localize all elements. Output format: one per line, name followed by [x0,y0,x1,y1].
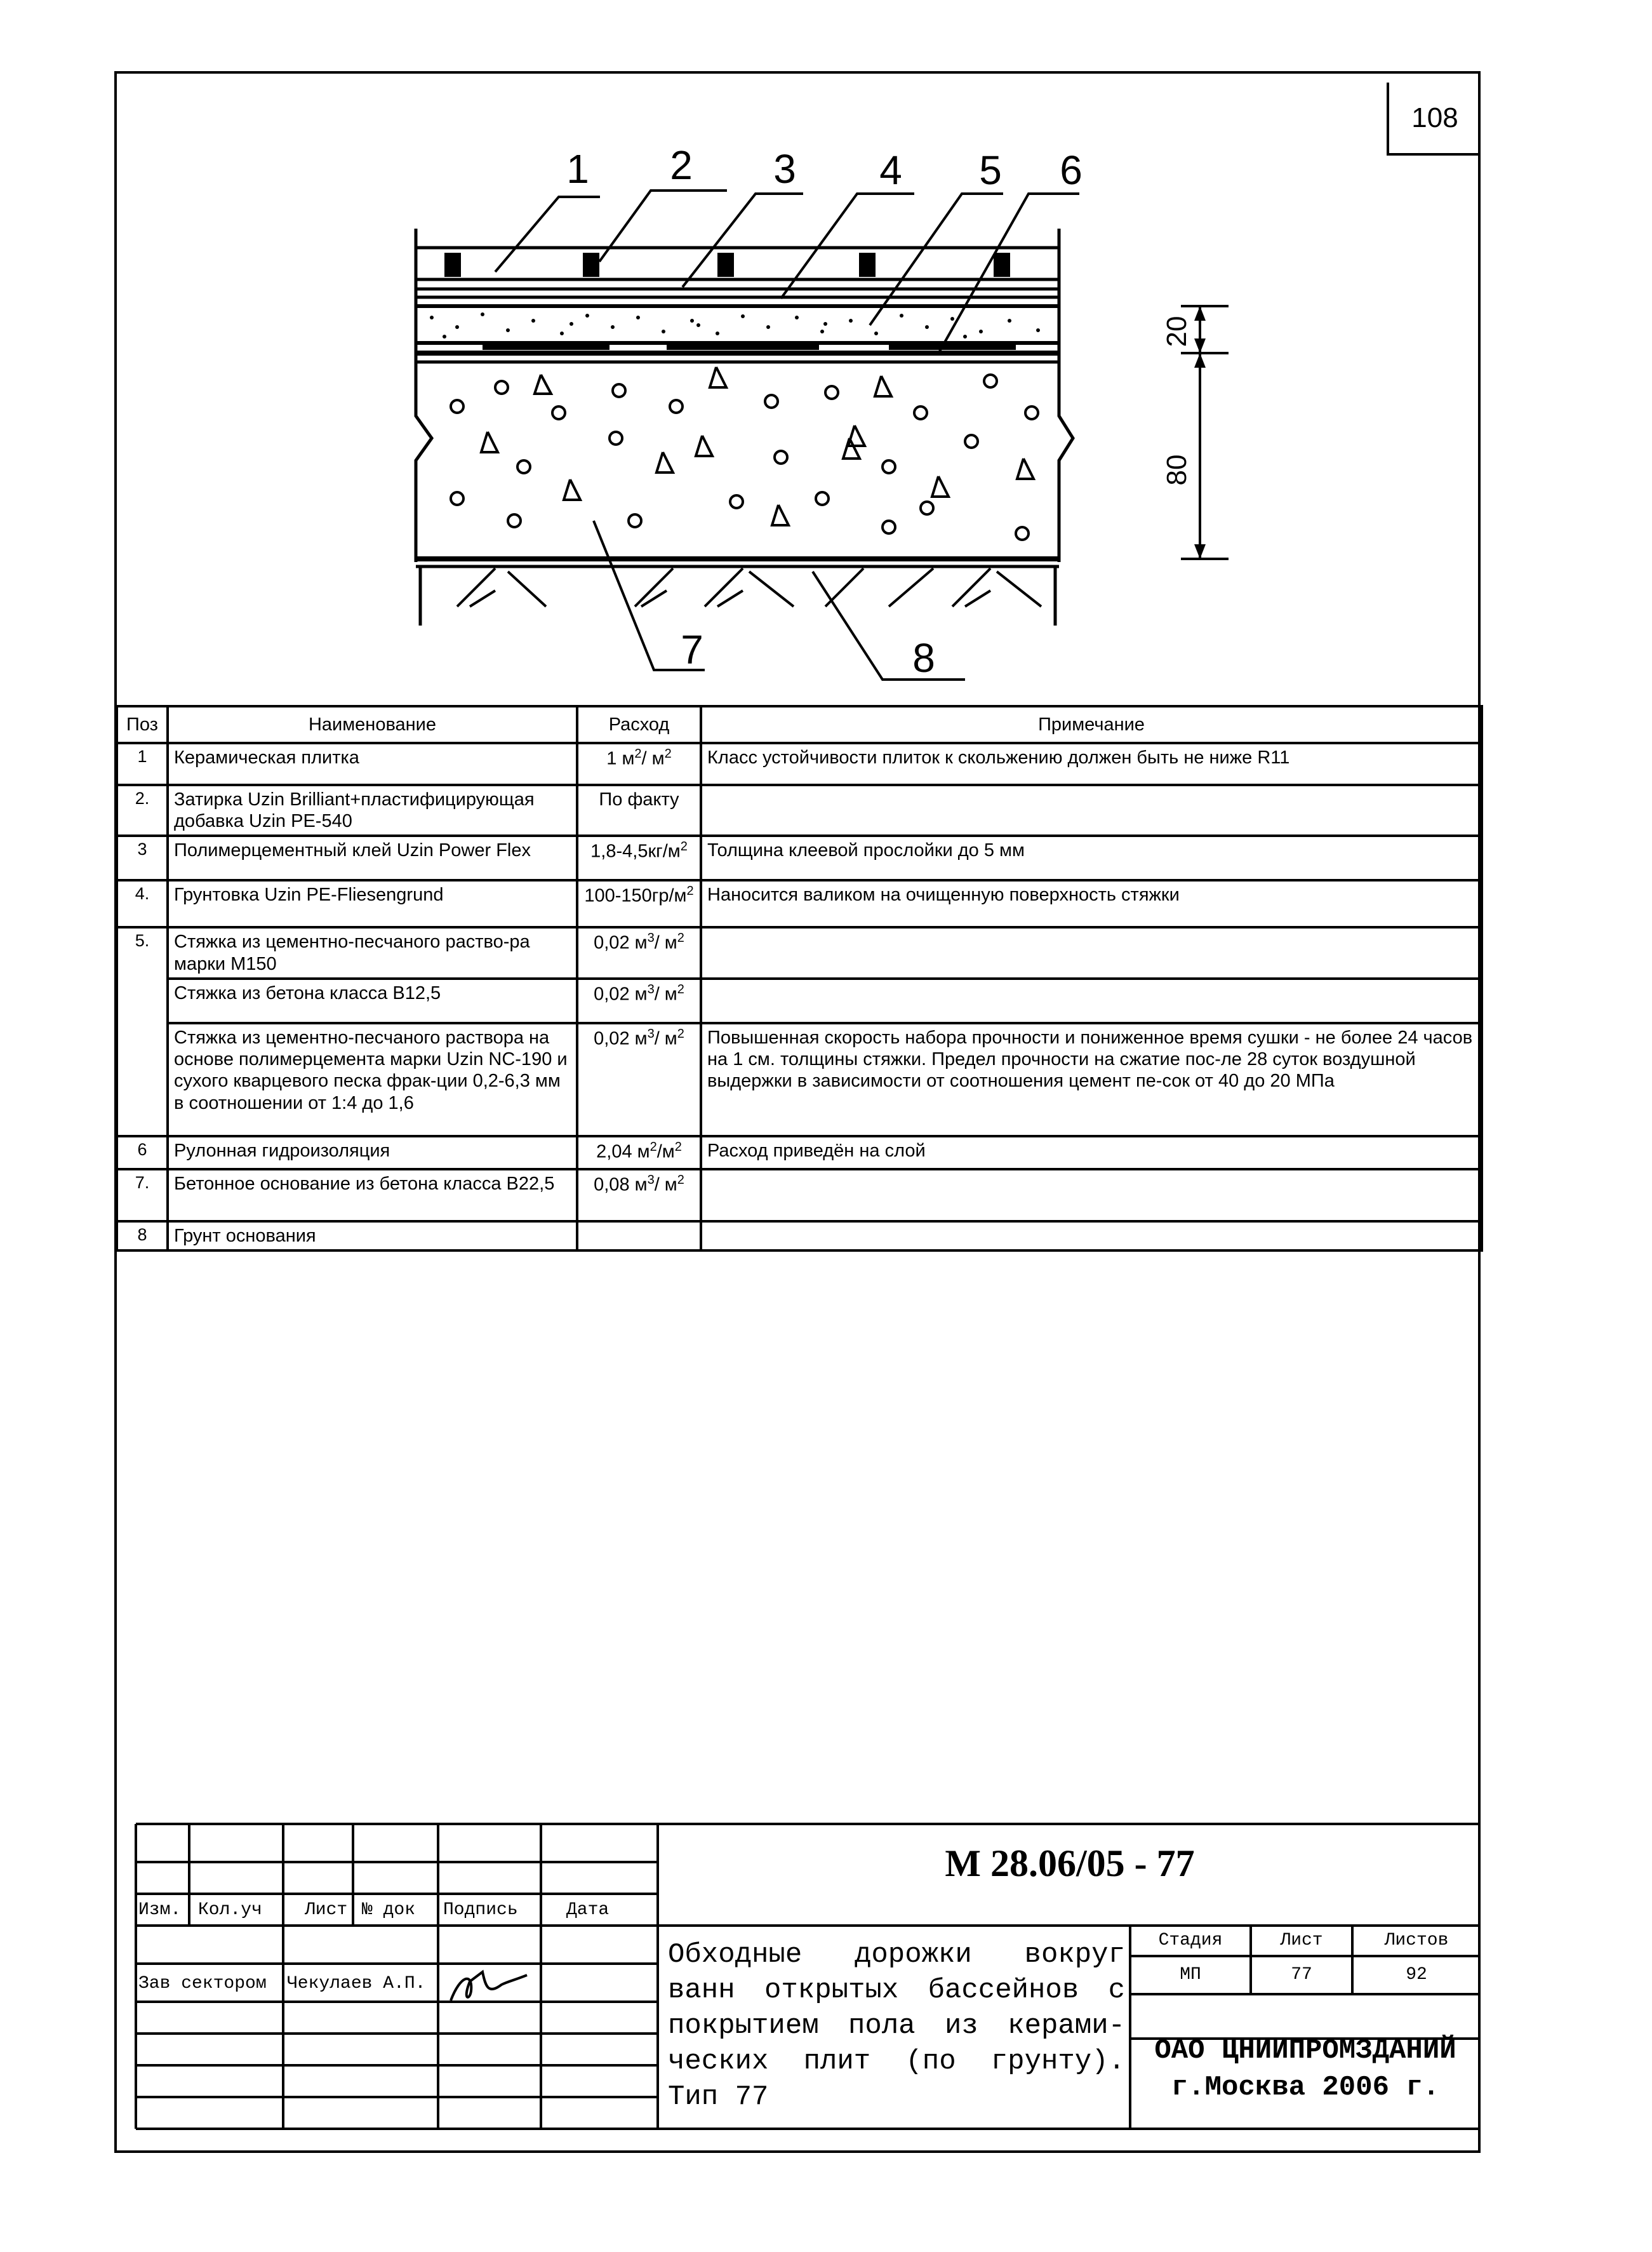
row-rate: 1 $м^2/$ $м^2$ [577,743,701,785]
tb-header-date: Дата [566,1900,610,1920]
row-pos: 2. [117,785,168,836]
callout-5: 5 [979,147,1002,193]
row-name: Рулонная гидроизоляция [168,1136,577,1169]
row-rate: 0,02 $м^3/$ $м^2$ [577,1023,701,1136]
callout-2: 2 [670,142,693,188]
org-name: ОАО ЦНИИПРОМЗДАНИЙ [1154,2035,1456,2067]
row-name: Полимерцементный клей Uzin Power Flex [168,836,577,880]
callout-6: 6 [1060,147,1082,193]
sheet-label: Лист [1280,1931,1323,1950]
row-note: Класс устойчивости плиток к скольжению должен быть не ниже R11 [701,743,1482,785]
table-row [117,927,1482,978]
row-note [701,785,1482,836]
table-row [117,880,1482,927]
row-rate: По факту [577,785,701,836]
tb-person: Чекулаев А.П. [287,1974,426,1994]
org-city-year: г.Москва 2006 г. [1171,2072,1440,2103]
stage-value: МП [1180,1965,1201,1985]
row-pos: 4. [117,880,168,927]
row-note: Наносится валиком на очищенную поверхность стяжки [701,880,1482,927]
callout-8: 8 [912,635,935,681]
row-pos: 8 [117,1221,168,1250]
table-row [117,1136,1482,1169]
callout-4: 4 [879,147,902,193]
sheets-value: 92 [1406,1965,1427,1985]
row-rate [577,1221,701,1250]
row-note [701,979,1482,1023]
dimension-80: 80 [1161,454,1192,486]
document-number: М 28.06/05 - 77 [945,1842,1195,1884]
tb-header-sign: Подпись [443,1900,518,1920]
table-row [117,836,1482,880]
sheet-number: 108 [1387,83,1481,156]
row-note: Расход приведён на слой [701,1136,1482,1169]
specification-table [116,705,1483,1252]
dimension-20: 20 [1161,316,1192,347]
row-note [701,1221,1482,1250]
sheet-value: 77 [1291,1965,1312,1985]
row-note: Повышенная скорость набора прочности и пониженное время сушки - не более 24 часов на 1 см. толщины стяжки. Предел прочности на сжатие пос-ле 28 суток воздушной выдержки в зависимости от соотношения цемент пе-сок от 40 до 20 МПа [701,1023,1482,1136]
row-note: Толщина клеевой прослойки до 5 мм [701,836,1482,880]
row-name: Грунт основания [168,1221,577,1250]
row-note [701,927,1482,978]
table-row [117,1169,1482,1221]
table-row [117,979,1482,1023]
floor-section-drawing [0,0,1652,705]
sheets-label: Листов [1384,1931,1449,1950]
row-pos: 3 [117,836,168,880]
row-pos: 5. [117,927,168,1136]
row-pos: 7. [117,1169,168,1221]
drawing-title: Обходные дорожки вокруг ванн открытых бассейнов с покрытием пола из керами-ческих плит (по грунту). Тип 77 [668,1939,1125,2113]
callout-3: 3 [773,146,796,192]
table-header-row [117,706,1482,743]
table-row [117,785,1482,836]
row-rate: 2,04 $м^2/м^2$ [577,1136,701,1169]
tb-header-list: Лист [305,1900,348,1920]
header-rate: Расход [577,706,701,743]
row-name: Керамическая плитка [168,743,577,785]
tb-header-doc: № док [362,1900,416,1920]
row-rate: 0,02 $м^3/$ $м^2$ [577,927,701,978]
header-pos: Поз [117,706,168,743]
row-name: Стяжка из цементно-песчаного раство-ра марки М150 [168,927,577,978]
row-rate: 0,02 $м^3/$ $м^2$ [577,979,701,1023]
tb-header-kol: Кол.уч [198,1900,262,1920]
callout-7: 7 [681,627,703,673]
row-name: Бетонное основание из бетона класса В22,5 [168,1169,577,1221]
row-note [701,1169,1482,1221]
row-name: Грунтовка Uzin PE-Fliesengrund [168,880,577,927]
tb-header-izm: Изм. [138,1900,182,1920]
table-row [117,743,1482,785]
row-pos: 6 [117,1136,168,1169]
header-name: Наименование [168,706,577,743]
row-name: Стяжка из цементно-песчаного раствора на основе полимерцемента марки Uzin NC-190 и сухого кварцевого песка фрак-ции 0,2-6,3 мм в соотношении от 1:4 до 1,6 [168,1023,577,1136]
header-note: Примечание [701,706,1482,743]
row-name: Стяжка из бетона класса В12,5 [168,979,577,1023]
row-pos: 1 [117,743,168,785]
callout-1: 1 [566,146,589,192]
row-rate: 0,08 $м^3/$ $м^2$ [577,1169,701,1221]
row-name: Затирка Uzin Brilliant+пластифицирующая добавка Uzin PE-540 [168,785,577,836]
tb-role: Зав сектором [138,1974,267,1994]
row-rate: $1,8-4,5кг/м^2$ [577,836,701,880]
table-row [117,1221,1482,1250]
table-row [117,1023,1482,1136]
stage-label: Стадия [1158,1931,1223,1950]
row-rate: $100-150гр/м^2$ [577,880,701,927]
organization [1130,2032,1481,2106]
